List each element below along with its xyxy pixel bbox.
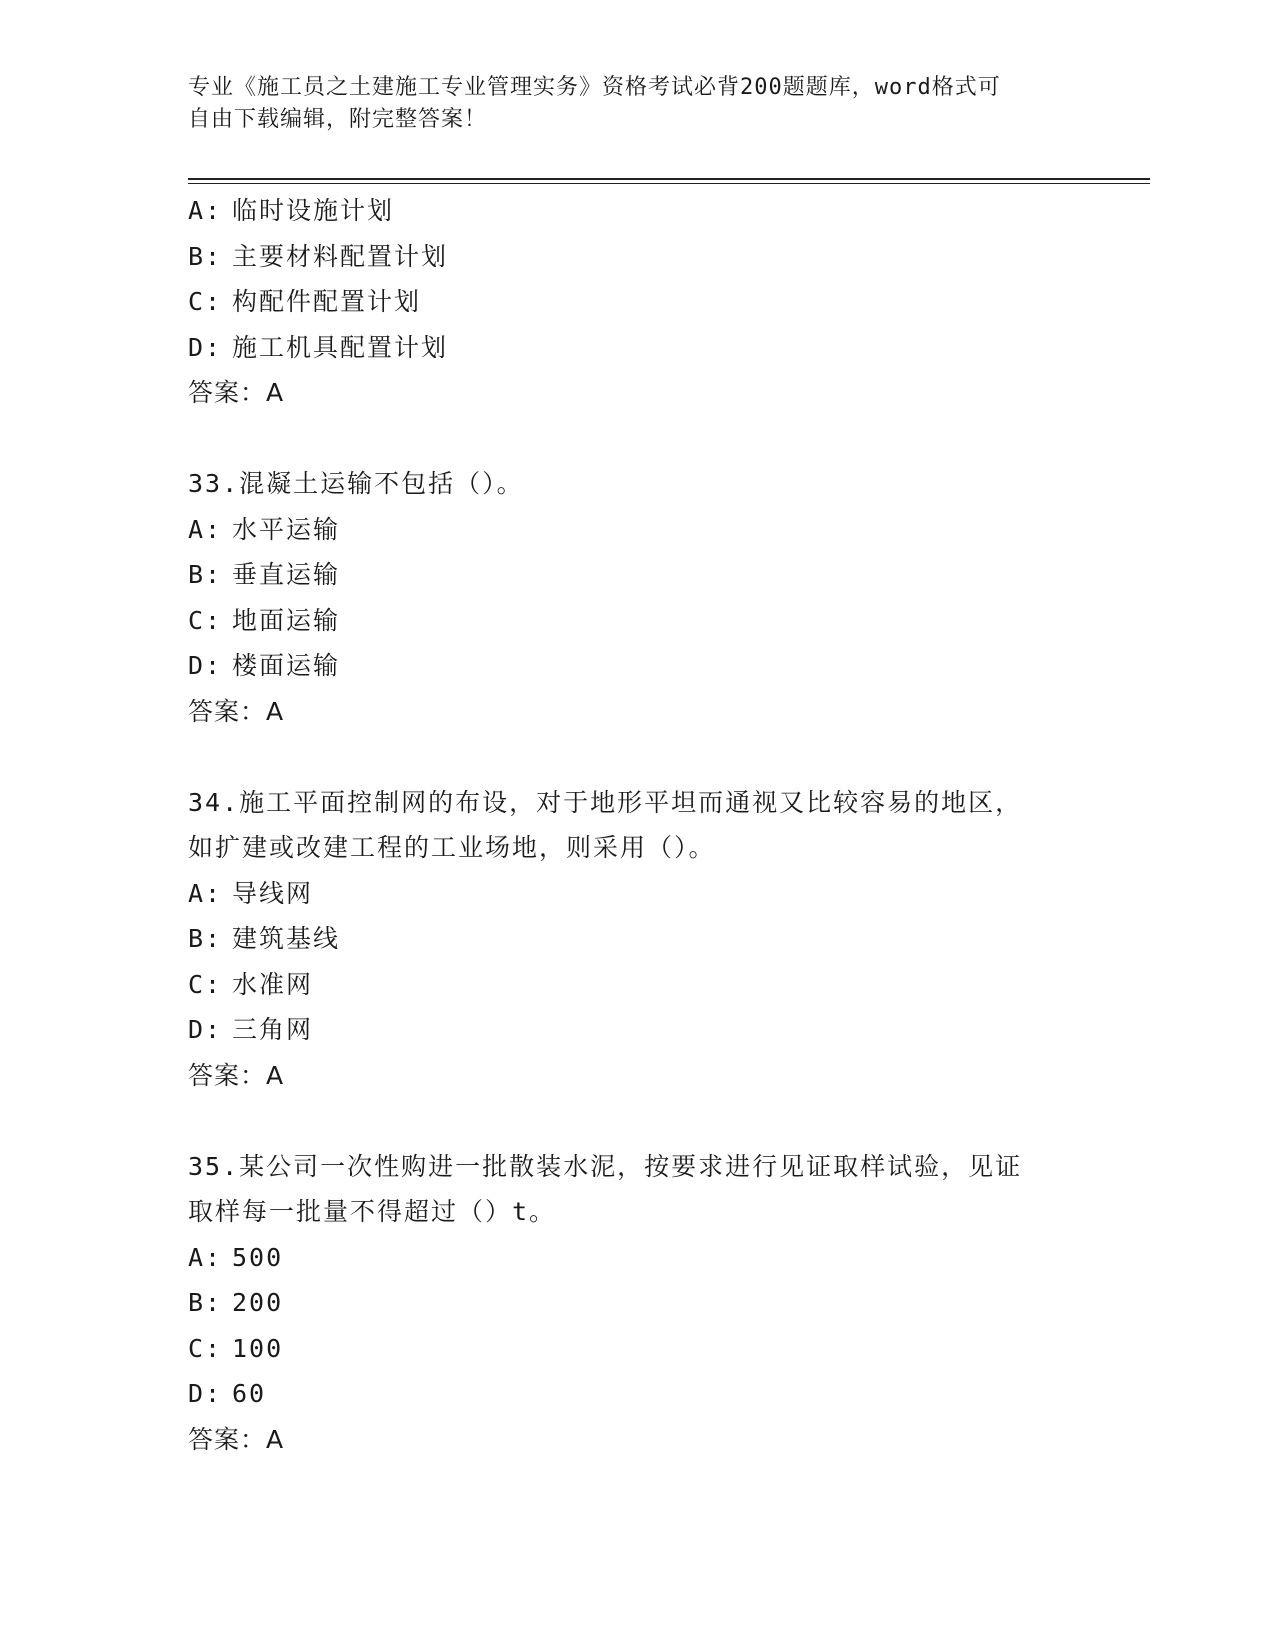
option-text: 垂直运输 <box>232 560 341 589</box>
header-line-1: 专业《施工员之土建施工专业管理实务》资格考试必背200题题库，word格式可 <box>188 75 1001 100</box>
option-letter: B: <box>188 924 223 953</box>
option-letter: B: <box>188 560 223 589</box>
option-text: 主要材料配置计划 <box>232 241 449 271</box>
option-letter: D: <box>188 332 223 362</box>
question-stem: 33.混凝土运输不包括（）。 <box>188 469 524 498</box>
option-row <box>188 1326 1088 1372</box>
question-item <box>188 461 1088 734</box>
option-letter: C: <box>188 605 223 635</box>
option-letter: D: <box>188 651 223 680</box>
option-letter: C: <box>188 969 223 999</box>
option-letter: A: <box>188 878 223 908</box>
option-row <box>188 1280 1088 1326</box>
option-text: 建筑基线 <box>232 924 341 953</box>
question-item <box>188 188 1088 416</box>
option-text: 100 <box>232 1333 284 1363</box>
option-letter: D: <box>188 1379 223 1408</box>
option-row <box>188 871 1088 917</box>
option-letter: B: <box>188 1288 223 1317</box>
answer-line: 答案：A <box>188 1424 285 1454</box>
question-list <box>188 188 1088 1462</box>
option-row <box>188 1235 1088 1281</box>
option-text: 构配件配置计划 <box>232 287 422 316</box>
option-text: 地面运输 <box>232 605 341 635</box>
option-text: 三角网 <box>232 1015 314 1044</box>
option-letter: C: <box>188 287 223 316</box>
option-text: 楼面运输 <box>232 651 341 680</box>
option-letter: C: <box>188 1333 223 1363</box>
option-row <box>188 916 1088 962</box>
question-stem: 34.施工平面控制网的布设，对于地形平坦而通视又比较容易的地区， <box>188 787 1023 817</box>
option-row <box>188 1007 1088 1053</box>
option-text: 200 <box>232 1288 284 1317</box>
option-letter: A: <box>188 1242 223 1272</box>
header-line-2: 自由下载编辑，附完整答案！ <box>188 107 488 132</box>
option-text: 临时设施计划 <box>232 196 395 225</box>
option-letter: A: <box>188 514 223 544</box>
question-spacer <box>188 416 1088 462</box>
question-item <box>188 780 1088 1099</box>
option-text: 施工机具配置计划 <box>232 332 449 362</box>
document-header <box>188 72 1068 136</box>
option-row <box>188 325 1088 371</box>
question-stem: 取样每一批量不得超过（）t。 <box>188 1197 557 1226</box>
option-row <box>188 1371 1088 1417</box>
option-text: 500 <box>232 1242 284 1272</box>
answer-line: 答案：A <box>188 378 285 407</box>
question-item <box>188 1144 1088 1463</box>
question-stem: 35.某公司一次性购进一批散装水泥，按要求进行见证取样试验，见证 <box>188 1151 1023 1181</box>
option-text: 导线网 <box>232 878 314 908</box>
option-row <box>188 962 1088 1008</box>
option-row <box>188 234 1088 280</box>
answer-line: 答案：A <box>188 1060 285 1090</box>
question-spacer <box>188 734 1088 780</box>
option-letter: D: <box>188 1015 223 1044</box>
question-stem: 如扩建或改建工程的工业场地，则采用（）。 <box>188 833 716 862</box>
option-letter: B: <box>188 241 223 271</box>
option-row <box>188 643 1088 689</box>
option-text: 60 <box>232 1379 267 1408</box>
option-row <box>188 507 1088 553</box>
question-spacer <box>188 1098 1088 1144</box>
option-letter: A: <box>188 196 223 225</box>
option-row <box>188 279 1088 325</box>
header-rule-thick <box>188 178 1150 180</box>
option-row <box>188 552 1088 598</box>
option-text: 水平运输 <box>232 514 341 544</box>
answer-line: 答案：A <box>188 696 285 726</box>
option-row <box>188 188 1088 234</box>
header-rule-thin <box>188 183 1150 184</box>
option-row <box>188 598 1088 644</box>
option-text: 水准网 <box>232 969 314 999</box>
